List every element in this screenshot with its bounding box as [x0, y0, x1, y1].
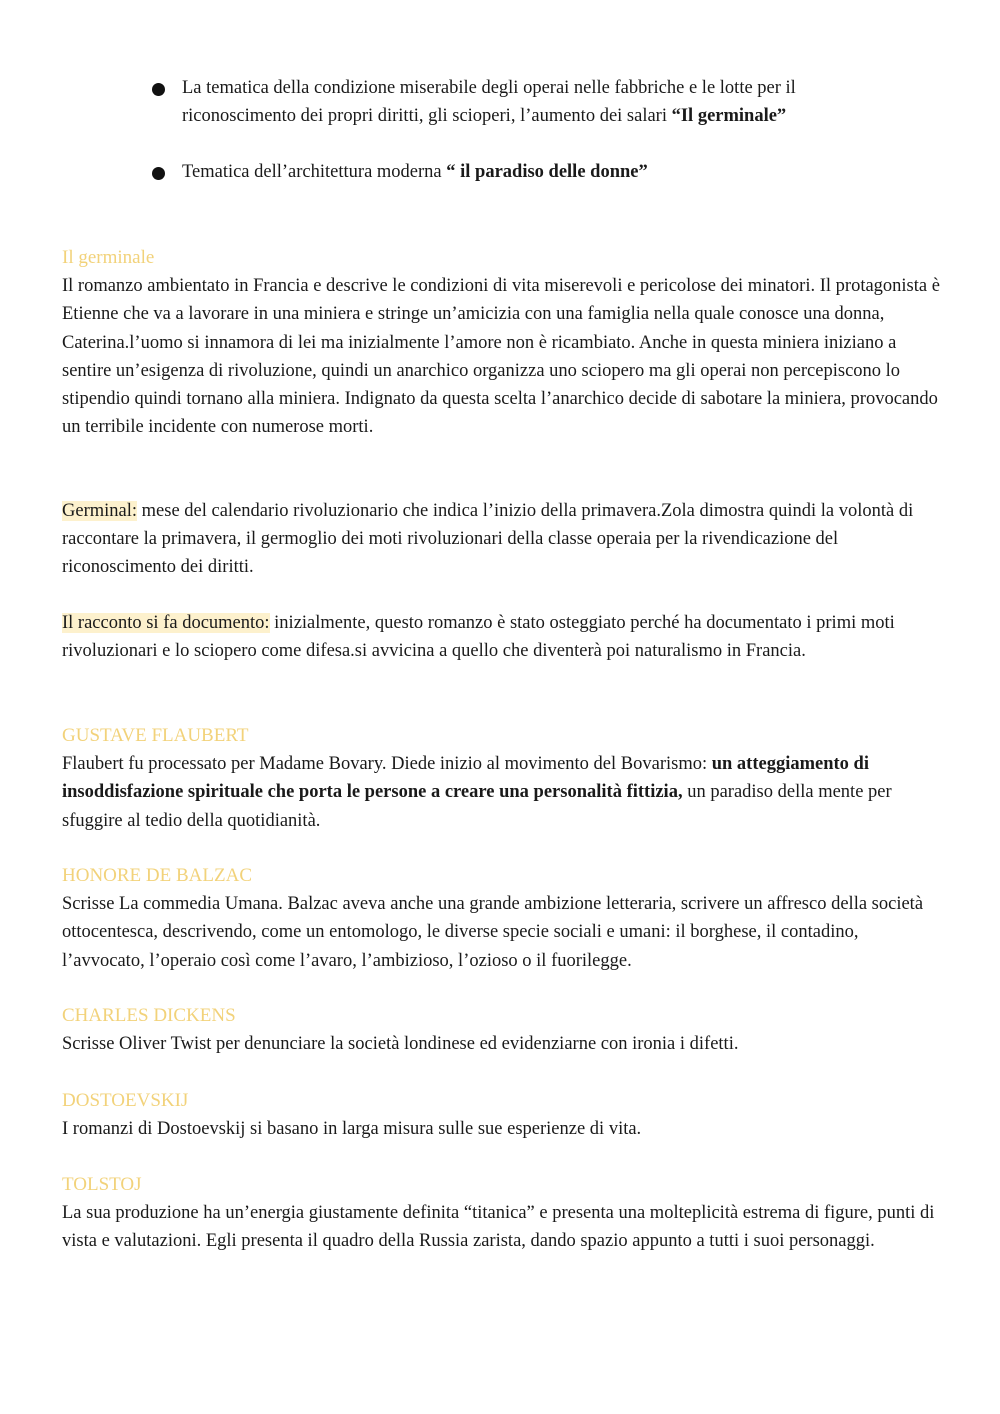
highlighted-term: Germinal: [62, 501, 138, 521]
definition-text: inizialmente, questo romanzo è stato osteggiato perché ha documentato i primi moti rivoluzionari e lo sciopero come difesa.si avvicina a quello che diventerà poi naturalismo in Francia. [62, 613, 895, 662]
section-dickens [62, 1002, 942, 1058]
body-text: Flaubert fu processato per Madame Bovary. Diede inizio al movimento del Bovarismo: [62, 754, 712, 775]
section-balzac [62, 862, 942, 975]
bullet-bold: “Il germinale” [671, 106, 787, 127]
section-heading: HONORE DE BALZAC [62, 865, 252, 886]
section-heading: TOLSTOJ [62, 1174, 142, 1195]
section-dostoevskij [62, 1087, 942, 1143]
bullet-text: Tematica dell’architettura moderna [182, 162, 447, 183]
bold-definition: un atteggiamento di insoddisfazione spirituale che porta le persone a creare una personalità fittizia, [62, 754, 869, 803]
section-germinale [62, 244, 942, 441]
highlighted-term: Il racconto si fa documento: [62, 613, 270, 633]
bullet-dot-icon [152, 167, 165, 180]
section-heading: CHARLES DICKENS [62, 1005, 236, 1026]
section-body [62, 750, 942, 835]
section-tolstoj [62, 1171, 942, 1256]
bullet-text: La tematica della condizione miserabile degli operai nelle fabbriche e le lotte per il riconoscimento dei propri diritti, gli scioperi, l’aumento dei salari [182, 78, 796, 127]
definition-paragraph [62, 609, 942, 665]
section-body: La sua produzione ha un’energia giustamente definita “titanica” e presenta una molteplicità estrema di figure, punti di vista e valutazioni. Egli presenta il quadro della Russia zarista, dando spazio appunto a tutti i suoi personaggi. [62, 1203, 935, 1252]
section-heading: DOSTOEVSKIJ [62, 1090, 189, 1111]
section-flaubert [62, 722, 942, 835]
section-body: Scrisse Oliver Twist per denunciare la società londinese ed evidenziarne con ironia i difetti. [62, 1034, 739, 1055]
bullet-dot-icon [152, 83, 165, 96]
body-text: un paradiso della mente per sfuggire al tedio della quotidianità. [62, 782, 892, 831]
germinal-definition [62, 497, 942, 582]
racconto-documento [62, 609, 942, 665]
section-heading: GUSTAVE FLAUBERT [62, 725, 249, 746]
definition-text: mese del calendario rivoluzionario che indica l’inizio della primavera.Zola dimostra quindi la volontà di raccontare la primavera, il germoglio dei moti rivoluzionari della classe operaia per la rivendicazione del riconoscimento dei diritti. [62, 501, 914, 578]
bullet-list [150, 74, 900, 187]
definition-paragraph [62, 497, 942, 582]
section-body: Il romanzo ambientato in Francia e descrive le condizioni di vita miserevoli e pericolose dei minatori. Il protagonista è Etienne che va a lavorare in una miniera e stringe un’amicizia con una famiglia nella quale conosce una donna, Caterina.l’uomo si innamora di lei ma inizialmente l’amore non è ricambiato. Anche in questa miniera iniziano a sentire un’esigenza di rivoluzione, quindi un anarchico organizza uno sciopero ma gli operai non percepiscono lo stipendio quindi tornano alla miniera. Indignato da questa scelta l’anarchico decide di sabotare la miniera, provocando un terribile incidente con numerose morti. [62, 276, 940, 438]
section-body: Scrisse La commedia Umana. Balzac aveva anche una grande ambizione letteraria, scrivere un affresco della società ottocentesca, descrivendo, come un entomologo, le diverse specie sociali e umani: il borghese, il contadino, l’avvocato, l’operaio così come l’avaro, l’ambizioso, l’ozioso o il fuorilegge. [62, 894, 924, 971]
bullet-bold: “ il paradiso delle donne” [446, 162, 648, 183]
bullet-item [150, 74, 900, 130]
bullet-item [150, 158, 900, 186]
section-heading: Il germinale [62, 247, 155, 268]
section-body: I romanzi di Dostoevskij si basano in larga misura sulle sue esperienze di vita. [62, 1119, 642, 1140]
